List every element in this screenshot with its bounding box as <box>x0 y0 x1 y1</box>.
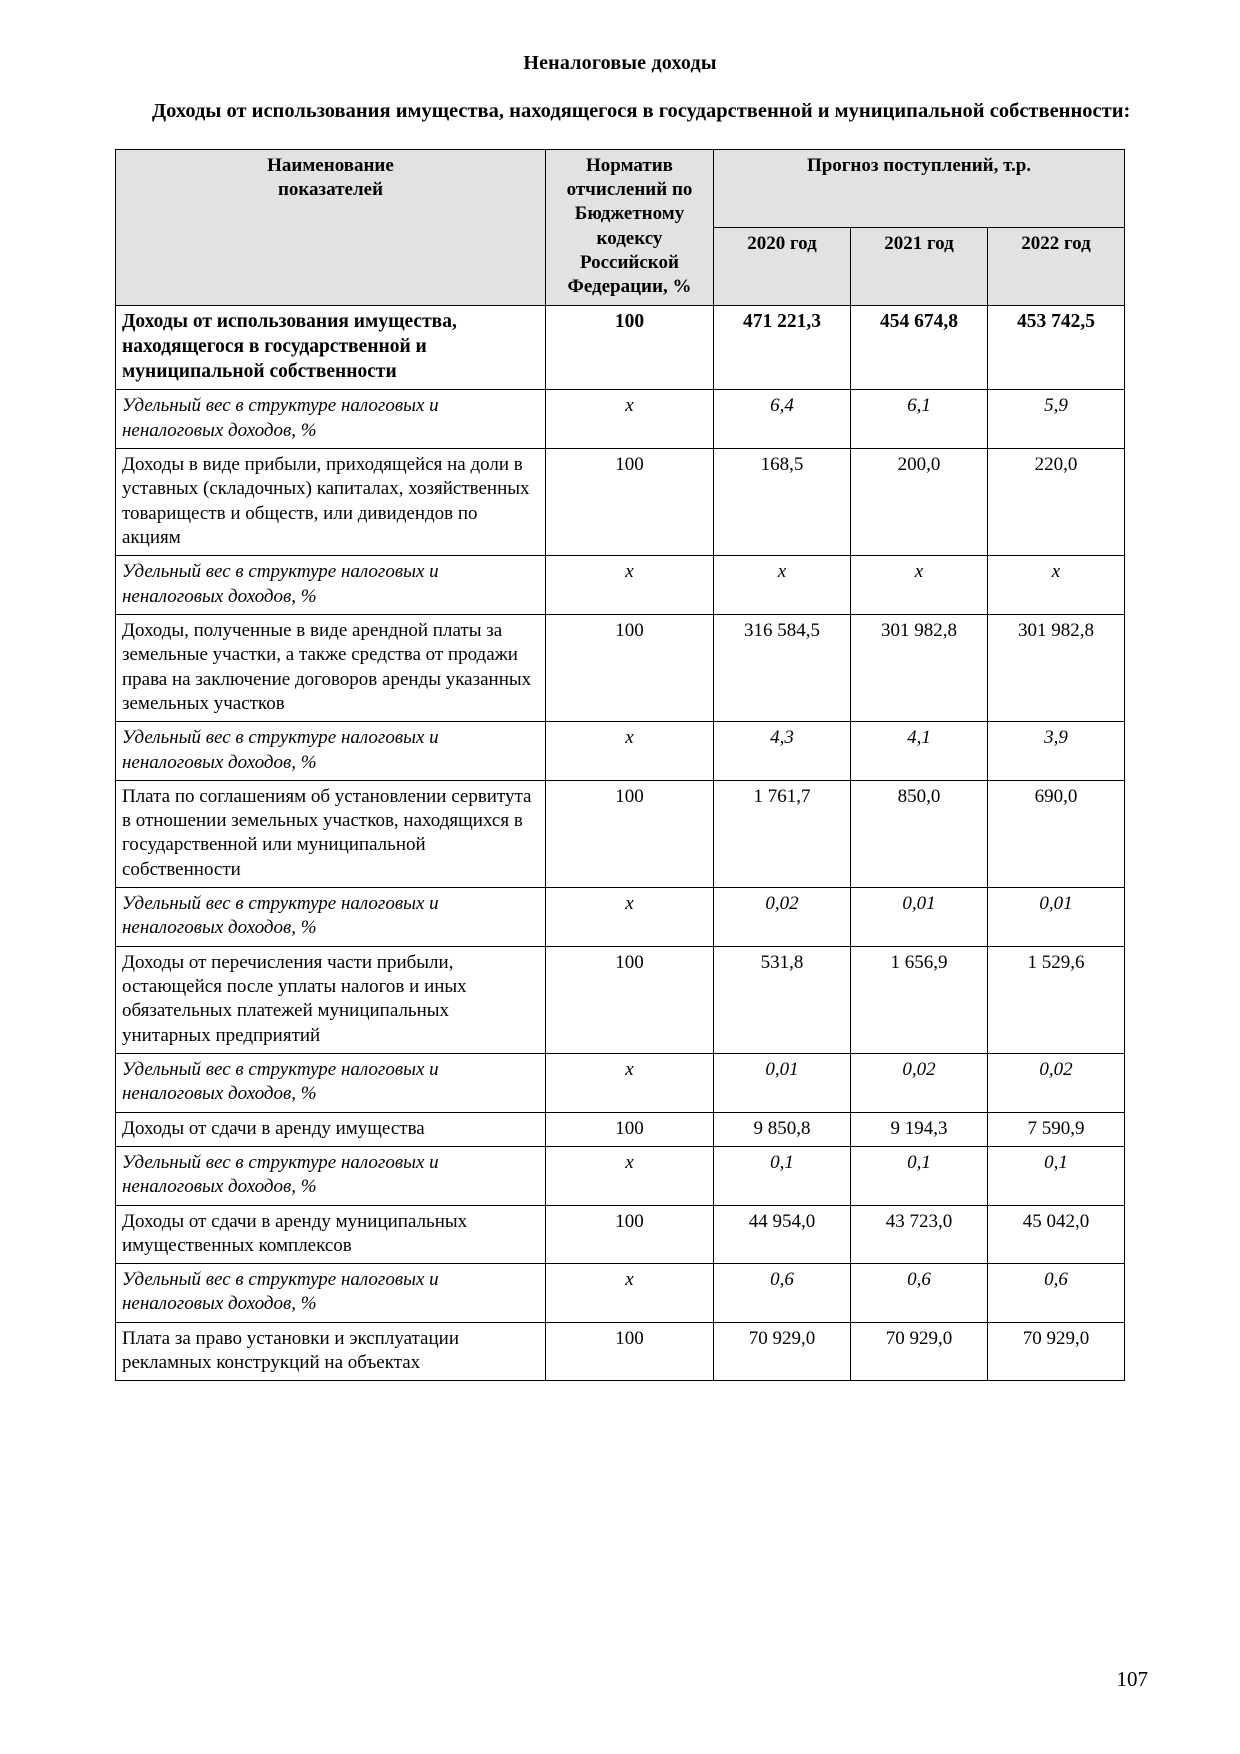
cell-year-3: 7 590,9 <box>987 1112 1124 1146</box>
table-row <box>115 1146 1124 1205</box>
cell-norm: х <box>545 556 713 615</box>
cell-norm: 100 <box>545 1205 713 1264</box>
cell-norm: 100 <box>545 1322 713 1381</box>
table-row <box>115 1322 1124 1381</box>
cell-norm: х <box>545 390 713 449</box>
cell-year-3: 45 042,0 <box>987 1205 1124 1264</box>
cell-indicator-name: Доходы от сдачи в аренду имущества <box>115 1112 545 1146</box>
cell-year-1: 1 761,7 <box>713 780 850 887</box>
cell-indicator-name: Плата за право установки и эксплуатации рекламных конструкций на объектах <box>115 1322 545 1381</box>
cell-norm: х <box>545 1264 713 1323</box>
cell-year-3: 5,9 <box>987 390 1124 449</box>
cell-year-2: 4,1 <box>850 722 987 781</box>
header-name <box>115 149 545 305</box>
cell-year-1: 9 850,8 <box>713 1112 850 1146</box>
cell-norm: х <box>545 1053 713 1112</box>
cell-year-3: 3,9 <box>987 722 1124 781</box>
cell-norm: 100 <box>545 449 713 556</box>
cell-year-3: 301 982,8 <box>987 614 1124 721</box>
cell-year-2: 9 194,3 <box>850 1112 987 1146</box>
header-year-2022: 2022 год <box>987 227 1124 305</box>
cell-year-3: 70 929,0 <box>987 1322 1124 1381</box>
table-head <box>115 149 1124 305</box>
cell-year-3: 453 742,5 <box>987 305 1124 390</box>
cell-year-1: 316 584,5 <box>713 614 850 721</box>
table-row <box>115 305 1124 390</box>
cell-year-1: 6,4 <box>713 390 850 449</box>
header-norm: Норматив отчислений по Бюджетному кодексу Российской Федерации, % <box>545 149 713 305</box>
cell-indicator-name: Плата по соглашениям об установлении сервитута в отношении земельных участков, находящихся в государственной или муниципальной собственности <box>115 780 545 887</box>
cell-indicator-name: Удельный вес в структуре налоговых и неналоговых доходов, % <box>115 888 545 947</box>
cell-year-1: 70 929,0 <box>713 1322 850 1381</box>
cell-year-2: 200,0 <box>850 449 987 556</box>
cell-year-2: 301 982,8 <box>850 614 987 721</box>
table-row <box>115 1053 1124 1112</box>
cell-year-1: 531,8 <box>713 946 850 1053</box>
table-row <box>115 946 1124 1053</box>
cell-year-2: 6,1 <box>850 390 987 449</box>
page-title: Неналоговые доходы <box>523 52 717 74</box>
cell-indicator-name: Удельный вес в структуре налоговых и неналоговых доходов, % <box>115 556 545 615</box>
cell-year-2: 0,01 <box>850 888 987 947</box>
cell-indicator-name: Доходы от сдачи в аренду муниципальных имущественных комплексов <box>115 1205 545 1264</box>
cell-indicator-name: Удельный вес в структуре налоговых и неналоговых доходов, % <box>115 1264 545 1323</box>
table-row <box>115 390 1124 449</box>
table-row <box>115 556 1124 615</box>
table-row <box>115 1112 1124 1146</box>
header-year-2021: 2021 год <box>850 227 987 305</box>
cell-year-2: 0,1 <box>850 1146 987 1205</box>
cell-norm: х <box>545 888 713 947</box>
cell-year-1: 0,6 <box>713 1264 850 1323</box>
table-row <box>115 888 1124 947</box>
cell-year-2: 0,02 <box>850 1053 987 1112</box>
cell-year-3: 0,1 <box>987 1146 1124 1205</box>
cell-norm: 100 <box>545 614 713 721</box>
cell-year-2: 1 656,9 <box>850 946 987 1053</box>
cell-indicator-name: Удельный вес в структуре налоговых и неналоговых доходов, % <box>115 390 545 449</box>
cell-norm: х <box>545 1146 713 1205</box>
table-row <box>115 780 1124 887</box>
cell-year-3: 690,0 <box>987 780 1124 887</box>
cell-norm: х <box>545 722 713 781</box>
cell-year-2: 454 674,8 <box>850 305 987 390</box>
table-body <box>115 305 1124 1381</box>
cell-year-3: 0,02 <box>987 1053 1124 1112</box>
cell-year-2: 850,0 <box>850 780 987 887</box>
header-year-2020: 2020 год <box>713 227 850 305</box>
cell-indicator-name: Удельный вес в структуре налоговых и неналоговых доходов, % <box>115 1146 545 1205</box>
cell-indicator-name: Доходы от использования имущества, находящегося в государственной и муниципальной собственности <box>115 305 545 390</box>
cell-year-1: 4,3 <box>713 722 850 781</box>
header-forecast: Прогноз поступлений, т.р. <box>713 149 1124 227</box>
table-header-row-1 <box>115 149 1124 227</box>
cell-indicator-name: Доходы, полученные в виде арендной платы за земельные участки, а также средства от продажи права на заключение договоров аренды указанных земельных участков <box>115 614 545 721</box>
cell-norm: 100 <box>545 305 713 390</box>
cell-year-3: 0,01 <box>987 888 1124 947</box>
cell-year-1: 0,1 <box>713 1146 850 1205</box>
cell-year-2: 0,6 <box>850 1264 987 1323</box>
cell-year-2: х <box>850 556 987 615</box>
table-row <box>115 1205 1124 1264</box>
cell-year-2: 43 723,0 <box>850 1205 987 1264</box>
cell-indicator-name: Доходы в виде прибыли, приходящейся на доли в уставных (складочных) капиталах, хозяйственных товариществ и обществ, или дивидендов по акциям <box>115 449 545 556</box>
cell-year-1: 44 954,0 <box>713 1205 850 1264</box>
cell-indicator-name: Удельный вес в структуре налоговых и неналоговых доходов, % <box>115 722 545 781</box>
table-row <box>115 614 1124 721</box>
cell-year-3: 0,6 <box>987 1264 1124 1323</box>
cell-year-3: 220,0 <box>987 449 1124 556</box>
cell-year-3: х <box>987 556 1124 615</box>
cell-year-1: 0,01 <box>713 1053 850 1112</box>
cell-year-2: 70 929,0 <box>850 1322 987 1381</box>
cell-norm: 100 <box>545 1112 713 1146</box>
cell-year-1: 471 221,3 <box>713 305 850 390</box>
table-row <box>115 449 1124 556</box>
header-name-line2: показателей <box>277 179 384 201</box>
page-number: 107 <box>1116 1667 1148 1691</box>
cell-year-1: 0,02 <box>713 888 850 947</box>
cell-year-3: 1 529,6 <box>987 946 1124 1053</box>
cell-indicator-name: Удельный вес в структуре налоговых и неналоговых доходов, % <box>115 1053 545 1112</box>
section-lead: Доходы от использования имущества, находящегося в государственной и муниципальной собственности: <box>152 100 1131 122</box>
table-row <box>115 722 1124 781</box>
income-table <box>115 149 1125 1382</box>
cell-year-1: 168,5 <box>713 449 850 556</box>
cell-norm: 100 <box>545 946 713 1053</box>
table-row <box>115 1264 1124 1323</box>
cell-indicator-name: Доходы от перечисления части прибыли, остающейся после уплаты налогов и иных обязательных платежей муниципальных унитарных предприятий <box>115 946 545 1053</box>
cell-year-1: х <box>713 556 850 615</box>
header-name-line1: Наименование <box>267 154 394 176</box>
cell-norm: 100 <box>545 780 713 887</box>
